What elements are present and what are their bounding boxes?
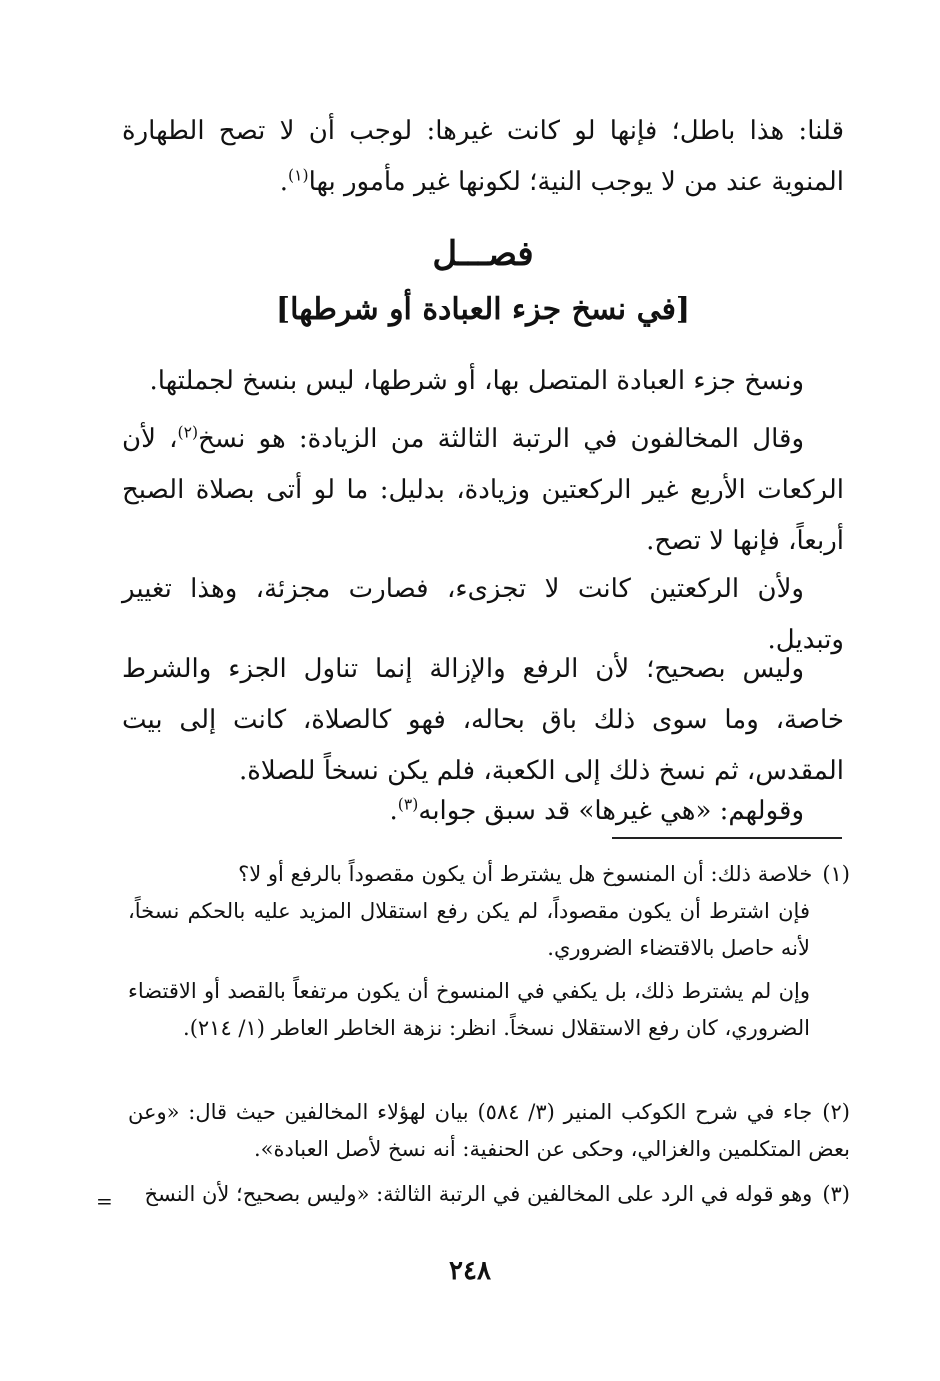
paragraph-3-text-a: وقال المخالفون في الرتبة الثالثة من الزيادة: هو نسخ	[198, 424, 805, 454]
paragraph-6	[122, 786, 844, 837]
paragraph-1-end: .	[279, 167, 288, 197]
footnote-1-line-1	[128, 856, 850, 893]
footnote-2-text: جاء في شرح الكوكب المنير (٣/ ٥٨٤) بيان لهؤلاء المخالفين حيث قال: «وعن بعض المتكلمين والغزالي، وحكى عن الحنفية: أنه نسخ لأصل العبادة».	[128, 1100, 850, 1161]
footnote-1	[128, 856, 850, 1047]
section-heading: فصـــل	[432, 234, 534, 274]
paragraph-4: ولأن الركعتين كانت لا تجزىء، فصارت مجزئة، وهذا تغيير وتبديل.	[122, 574, 844, 655]
section-subheading: [في نسخ جزء العبادة أو شرطها]	[275, 292, 691, 327]
footnote-2-line	[128, 1094, 850, 1168]
footnote-1-line-3: وإن لم يشترط ذلك، بل يكفي في المنسوخ أن يكون مرتفعاً بالقصد أو الاقتضاء الضروري، كان رفع الاستقلال نسخاً. انظر: نزهة الخاطر العاطر (١/ ٢١٤).	[128, 979, 810, 1040]
paragraph-3-text-b: ، لأن الركعات الأربع غير الركعتين وزيادة، بدليل: ما لو أتى بصلاة الصبح أربعاً، فإنها لا تصح.	[122, 424, 844, 556]
paragraph-3	[122, 414, 844, 567]
paragraph-6-end: .	[389, 796, 398, 826]
paragraph-6-text: وقولهم: «هي غيرها» قد سبق جوابه	[418, 796, 804, 826]
continuation-mark: =	[96, 1189, 113, 1213]
footnote-ref-3: (٣)	[397, 795, 419, 814]
footnote-ref-1: (١)	[287, 166, 309, 185]
footnote-1-number: (١)	[822, 862, 850, 886]
paragraph-1	[122, 106, 844, 208]
footnote-2-number: (٢)	[822, 1100, 850, 1124]
footnote-2	[128, 1094, 850, 1168]
footnote-3-line	[128, 1176, 850, 1213]
footnote-3-text: وهو قوله في الرد على المخالفين في الرتبة الثالثة: «وليس بصحيح؛ لأن النسخ	[144, 1182, 813, 1206]
footnote-3	[128, 1176, 850, 1213]
paragraph-1-text: قلنا: هذا باطل؛ فإنها لو كانت غيرها: لوجب أن لا تصح الطهارة المنوية عند من لا يوجب النية؛ لكونها غير مأمور بها	[122, 116, 844, 197]
footnote-3-number: (٣)	[822, 1182, 850, 1206]
footnote-1-text-1: خلاصة ذلك: أن المنسوخ هل يشترط أن يكون مقصوداً بالرفع أو لا؟	[238, 862, 813, 886]
footnote-ref-2: (٢)	[177, 423, 199, 442]
footnote-1-line-2: فإن اشترط أن يكون مقصوداً، لم يكن رفع استقلال المزيد عليه بالحكم نسخاً، لأنه حاصل بالاقتضاء الضروري.	[128, 899, 810, 960]
page-number: ٢٤٨	[449, 1256, 491, 1286]
paragraph-5: وليس بصحيح؛ لأن الرفع والإزالة إنما تناول الجزء والشرط خاصة، وما سوى ذلك باق بحاله، فهو كالصلاة، كانت إلى بيت المقدس، ثم نسخ ذلك إلى الكعبة، فلم يكن نسخاً للصلاة.	[122, 654, 844, 786]
footnote-separator	[612, 837, 842, 839]
paragraph-2: ونسخ جزء العبادة المتصل بها، أو شرطها، ليس بنسخ لجملتها.	[149, 366, 804, 396]
